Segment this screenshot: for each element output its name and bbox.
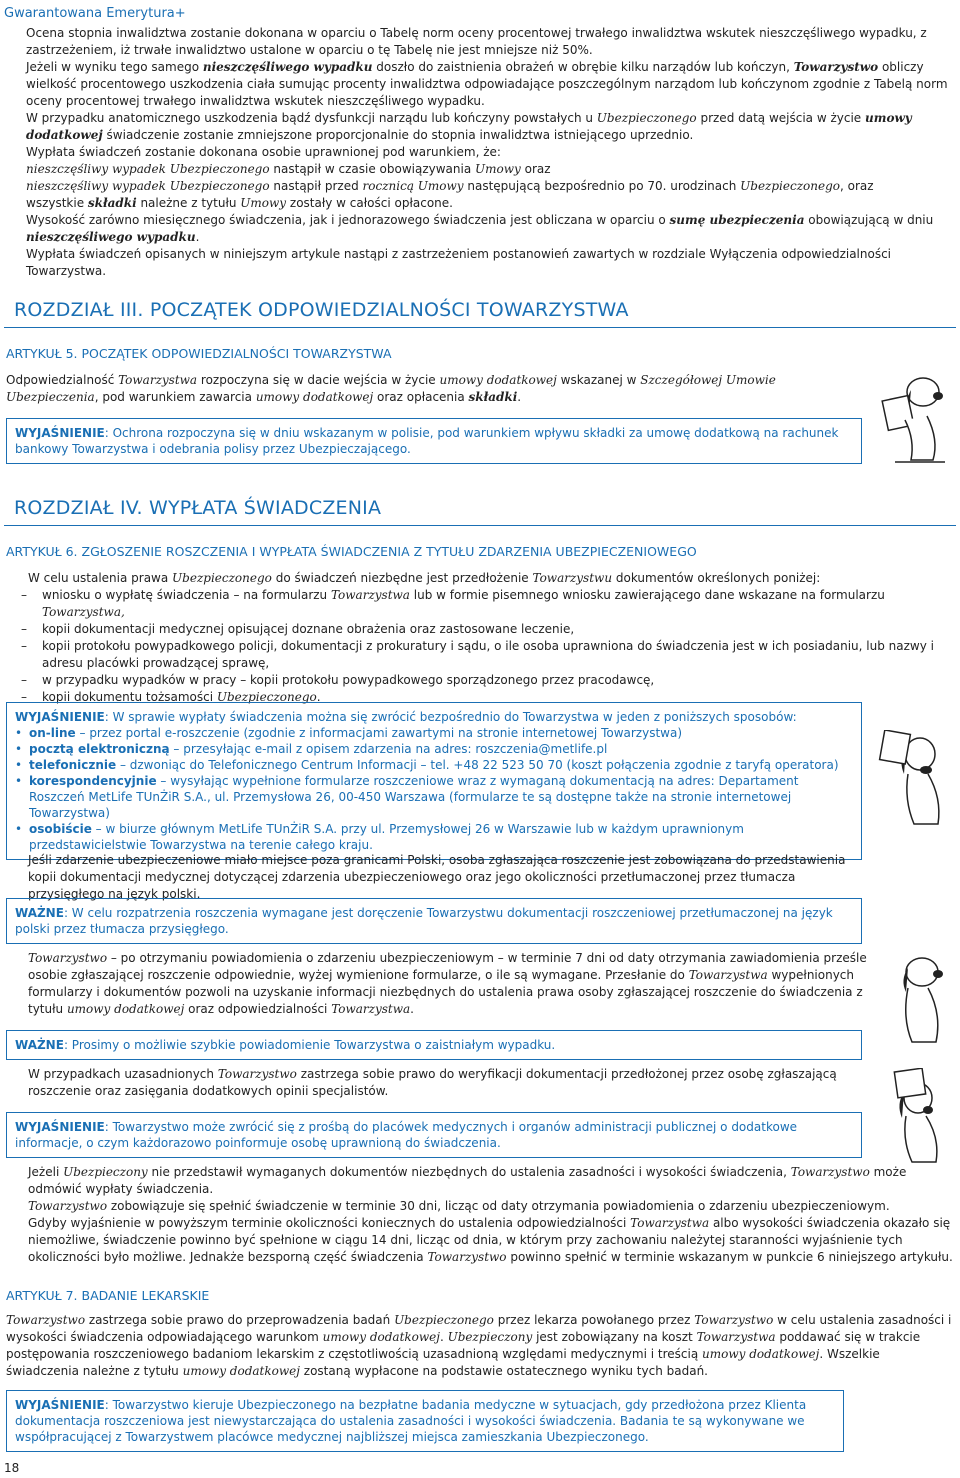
article-6-title: ARTYKUŁ 6. ZGŁOSZENIE ROSZCZENIA I WYPŁATA ŚWIADCZENIA Z TYTUŁU ZDARZENIA UBEZPIECZENIOWEGO <box>6 544 697 559</box>
article-6-point-4: W przypadkach uzasadnionych Towarzystwo zastrzega sobie prawo do weryfikacji dokumentacji przedłożonej przez osobę zgłaszającą roszczenie oraz zasięgania dodatkowych opinii specjalistów. <box>28 1067 837 1098</box>
document-list-item: – kopii dokumentacji medycznej opisującej doznane obrażenia oraz zastosowane leczenie, <box>21 622 575 636</box>
article-6-points-5-7: Jeżeli Ubezpieczony nie przedstawił wymaganych dokumentów niezbędnych do ustalenia zasadności i wysokości świadczenia, Towarzystwo może odmówić wypłaty świadczenia. Towarzystwo zobowiązuje się spełnić świadczenie w terminie 30 dni, licząc od daty otrzymania powiadomienia o zdarzeniu ubezpieczeniowym. Gdyby wyjaśnienie w powyższym terminie okoliczności koniecznych do ustalenia odpowiedzialności Towarzystwa albo wysokości świadczenia okazało się niemożliwe, świadczenie powinno być spełnione w ciągu 14 dni, licząc od dnia, w którym przy zachowaniu należytej staranności wyjaśnienie tych okoliczności było możliwe. Jednakże bezsporną część świadczenia Towarzystwo powinno spełnić w terminie wskazanym w punkcie 6 niniejszego artykułu. <box>28 1165 953 1264</box>
paragraph-7b: nieszczęśliwy wypadek Ubezpieczonego nastąpił przed rocznicą Umowy następującą bezpośrednio po 70. urodzinach Ubezpieczonego, oraz <box>26 179 874 193</box>
explanation-box-4: WYJAŚNIENIE: Towarzystwo kieruje Ubezpieczonego na bezpłatne badania medyczne w sytuacjach, gdy przedłożona przez Klienta dokumentacja roszczeniowa jest niewystarczająca do ustalenia zasadności i wysokości świadczenia. Badania te są wykonywane we współpracującej z Towarzystwem placówce medycznej najbliższej miejsca zamieszkania Ubezpieczonego. <box>6 1390 844 1452</box>
paragraph-5: Jeżeli w wyniku tego samego nieszczęśliwego wypadku doszło do zaistnienia obrażeń w obrębie kilku narządów lub kończyn, Towarzystwo obliczy wielkość procentowego uszkodzenia ciała sumując procenty inwalidztwa odpowiadające poszczególnym narządom lub kończynom zgodnie z Tabelą norm oceny procentowej trwałego inwalidztwa wskutek nieszczęśliwego wypadku. <box>26 60 948 108</box>
paragraph-8: Wysokość zarówno miesięcznego świadczenia, jak i jednorazowego świadczenia jest obliczana w oparciu o sumę ubezpieczenia obowiązującą w dniu nieszczęśliwego wypadku. <box>26 213 934 244</box>
chapter-4-title: ROZDZIAŁ IV. WYPŁATA ŚWIADCZENIA <box>14 497 382 519</box>
article-6-point-3: Towarzystwo – po otrzymaniu powiadomienia o zdarzeniu ubezpieczeniowym – w terminie 7 dni od daty otrzymania zawiadomienia prześle osobie zgłaszającej roszczenie odpowiednie, wyżej wymienione formularze, o ile są wymagane. Przesłanie do Towarzystwa wypełnionych formularzy i dokumentów pozwoli na uzyskanie informacji niezbędnych do ustalenia prawa osoby zgłaszającej roszczenie do świadczenia z tytułu umowy dodatkowej oraz odpowiedzialności Towarzystwa. <box>28 951 867 1016</box>
snoopy-illustration <box>878 1068 950 1168</box>
snoopy-illustration <box>875 370 947 470</box>
chapter-3-rule <box>4 327 956 328</box>
explanation-box-2: WYJAŚNIENIE: W sprawie wypłaty świadczenia można się zwrócić bezpośrednio do Towarzystwa w jeden z poniższych sposobów: • on-line – przez portal e-roszczenie (zgodnie z informacjami zawartymi na stronie internetowej Towarzystwa) • pocztą elektroniczną – przesyłając e-mail z opisem zdarzenia na adres: roszczenia@metlife.pl • telefonicznie – dzwoniąc do Telefonicznego Centrum Informacji – tel. +48 22 523 50 70 (koszt połączenia zgodnie z taryfą operatora) • korespondencyjnie – wysyłając wypełnione formularze roszczeniowe wraz z wymaganą dokumentacją na adres: Departament Roszczeń MetLife TUnŻiR S.A., ul. Przemysłowa 26, 00-450 Warszawa (formularze te są dostępne także na stronie internetowej Towarzystwa) • osobiście – w biurze głównym MetLife TUnŻiR S.A. przy ul. Przemysłowej 26 w Warszawie lub w każdym uprawnionym przedstawicielstwie Towarzystwa na terenie całego kraju. <box>6 702 862 860</box>
article-6-point-1: W celu ustalenia prawa Ubezpieczonego do świadczeń niezbędne jest przedłożenie Towarzystwu dokumentów określonych poniżej: – wniosku o wypłatę świadczenia – na formularzu Towarzystwa lub w formie pisemnego wniosku zawierającego dane wskazane na formularzu Towarzystwa, – kopii dokumentacji medycznej opisującej doznane obrażenia oraz zastosowane leczenie, – kopii protokołu powypadkowego policji, dokumentacji z prokuratury i sądu, o ile osoba uprawniona do świadczenia jest w ich posiadaniu, lub nazwy i adresu placówki prowadzącej sprawę, – w przypadku wypadków w pracy – kopii protokołu powypadkowego sporządzonego przez pracodawcę, – kopii dokumentu tożsamości Ubezpieczonego. <box>6 570 954 706</box>
snoopy-illustration <box>878 730 950 830</box>
article-5-title: ARTYKUŁ 5. POCZĄTEK ODPOWIEDZIALNOŚCI TOWARZYSTWA <box>6 346 392 361</box>
page-number: 18 <box>4 1461 20 1475</box>
chapter-4-rule <box>4 525 956 526</box>
document-list-item: – kopii dokumentu tożsamości Ubezpieczonego. <box>21 690 321 704</box>
document-list-item: – kopii protokołu powypadkowego policji, dokumentacji z prokuratury i sądu, o ile osoba uprawniona do świadczenia jest w ich posiadaniu, lub nazwy i adresu placówki prowadzącej sprawę, <box>21 639 934 670</box>
paragraph-9: Wypłata świadczeń opisanych w niniejszym artykule nastąpi z zastrzeżeniem postanowień zawartych w rozdziale Wyłączenia odpowiedzialności Towarzystwa. <box>26 247 892 278</box>
chapter-3-title: ROZDZIAŁ III. POCZĄTEK ODPOWIEDZIALNOŚCI TOWARZYSTWA <box>14 299 629 321</box>
explanation-box-1: WYJAŚNIENIE: Ochrona rozpoczyna się w dniu wskazanym w polisie, pod warunkiem wpływu składki za umowę dodatkową na rachunek bankowy Towarzystwa i odebrania polisy przez Ubezpieczającego. <box>6 418 862 464</box>
paragraph-7a: nieszczęśliwy wypadek Ubezpieczonego nastąpił w czasie obowiązywania Umowy oraz <box>26 162 551 176</box>
paragraph-7: Wypłata świadczeń zostanie dokonana osobie uprawnionej pod warunkiem, że: <box>26 145 501 159</box>
document-list-item: – w przypadku wypadków w pracy – kopii protokołu powypadkowego sporządzonego przez pracodawcę, <box>21 673 655 687</box>
important-box-1: WAŻNE: W celu rozpatrzenia roszczenia wymagane jest doręczenie Towarzystwu dokumentacji roszczeniowej przetłumaczonej na język polski przez tłumacza przysięgłego. <box>6 898 862 944</box>
article-7-title: ARTYKUŁ 7. BADANIE LEKARSKIE <box>6 1288 210 1303</box>
paragraph-6: W przypadku anatomicznego uszkodzenia bądź dysfunkcji narządu lub kończyny powstałych u Ubezpieczonego przed datą wejścia w życie umowy dodatkowej świadczenie zostanie zmniejszone proporcjonalnie do stopnia inwalidztwa istniejącego uprzednio. <box>26 111 912 142</box>
article-7-text: Towarzystwo zastrzega sobie prawo do przeprowadzenia badań Ubezpieczonego przez lekarza powołanego przez Towarzystwo w celu ustalenia zasadności i wysokości świadczenia odpowiadającego warunkom umowy dodatkowej. Ubezpieczony jest zobowiązany na koszt Towarzystwa poddawać się w trakcie postępowania roszczeniowego badaniom lekarskim z częstotliwością uzasadnioną względami medycznymi i treścią umowy dodatkowej. Wszelkie świadczenia należne z tytułu umowy dodatkowej zostaną wypłacone na podstawie ostatecznego wyniku tych badań. <box>6 1313 952 1378</box>
paragraph-4: Ocena stopnia inwalidztwa zostanie dokonana w oparciu o Tabelę norm oceny procentowej trwałego inwalidztwa wskutek nieszczęśliwego wypadku, z zastrzeżeniem, iż trwałe inwalidztwo ustalone w oparciu o tę Tabelę nie jest mniejsze niż 50%. <box>26 26 927 57</box>
top-section <box>4 25 954 280</box>
paragraph-7c: wszystkie składki należne z tytułu Umowy zostały w całości opłacone. <box>26 196 453 210</box>
article-5-text: Odpowiedzialność Towarzystwa rozpoczyna się w dacie wejścia w życie umowy dodatkowej wskazanej w Szczegółowej Umowie Ubezpieczenia, pod warunkiem zawarcia umowy dodatkowej oraz opłacenia składki. <box>6 373 776 404</box>
important-box-2: WAŻNE: Prosimy o możliwie szybkie powiadomienie Towarzystwa o zaistniałym wypadku. <box>6 1030 862 1060</box>
snoopy-illustration <box>878 950 950 1050</box>
article-6-point-2: Jeśli zdarzenie ubezpieczeniowe miało miejsce poza granicami Polski, osoba zgłaszająca roszczenie jest zobowiązana do przedstawienia kopii dokumentacji medycznej dotyczącej zdarzenia ubezpieczeniowego oraz jego okoliczności przetłumaczonej przez tłumacza przysięgłego na język polski. <box>28 853 846 901</box>
explanation-box-3: WYJAŚNIENIE: Towarzystwo może zwrócić się z prośbą do placówek medycznych i organów administracji publicznej o dodatkowe informacje, o czym każdorazowo poinformuje osobę uprawnioną do świadczenia. <box>6 1112 862 1158</box>
document-header-title: Gwarantowana Emerytura+ <box>4 6 186 21</box>
document-list-item: – wniosku o wypłatę świadczenia – na formularzu Towarzystwa lub w formie pisemnego wniosku zawierającego dane wskazane na formularzu Towarzystwa, <box>21 588 885 619</box>
